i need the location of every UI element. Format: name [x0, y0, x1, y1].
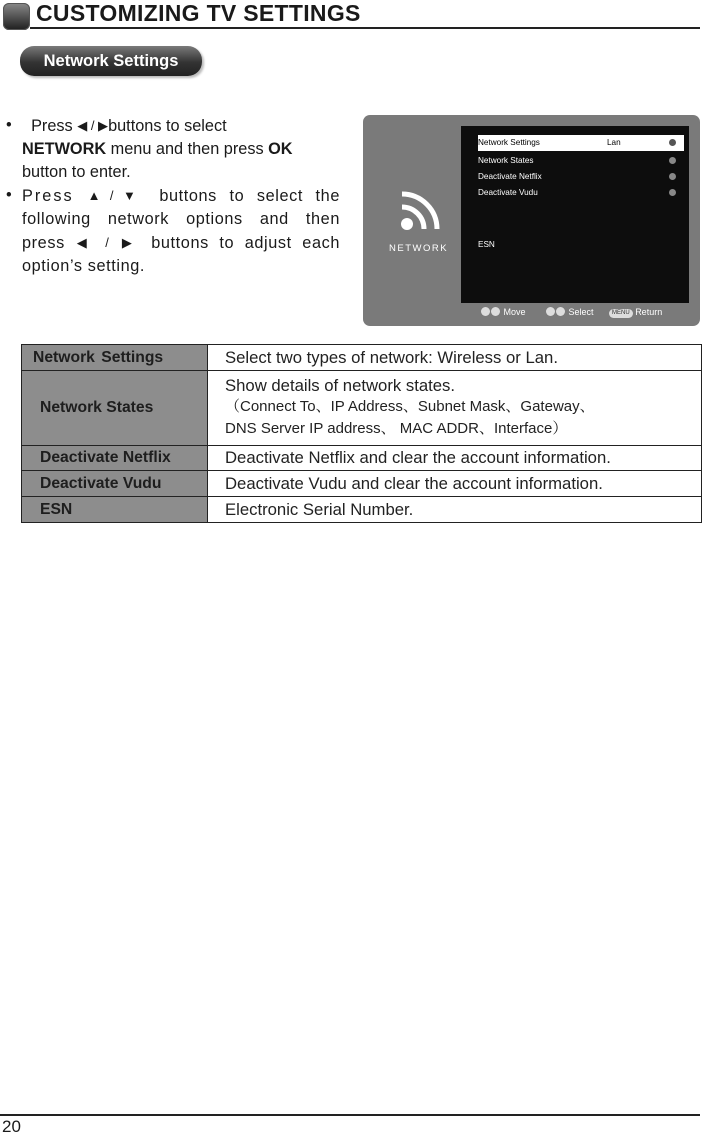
table-key: Deactivate Vudu [22, 471, 208, 497]
table-desc: Deactivate Netflix and clear the account information. [208, 446, 702, 471]
select-hint [546, 307, 594, 317]
arrow-icon [669, 157, 676, 164]
bullet-dot: • [6, 116, 12, 134]
instructions [8, 114, 340, 278]
menu-button-icon: MENU [609, 309, 633, 318]
instruction-text: Press [22, 187, 74, 205]
page-title: CUSTOMIZING TV SETTINGS [36, 0, 361, 26]
network-keyword: NETWORK [22, 140, 107, 158]
network-options-table [21, 344, 702, 523]
bullet-dot: • [6, 186, 14, 204]
arrow-icon [669, 173, 676, 180]
arrow-icon [669, 189, 676, 196]
menu-item-network-settings[interactable] [478, 135, 684, 151]
table-row [22, 345, 702, 371]
table-row [22, 471, 702, 497]
network-wifi-icon [398, 189, 442, 233]
left-right-arrows-icon: ◀ / ▶ [76, 235, 140, 250]
tv-menu-screenshot [363, 115, 700, 326]
table-row [22, 497, 702, 523]
table-key: Network Settings [22, 345, 208, 371]
up-button-icon [481, 307, 490, 316]
return-hint [609, 307, 662, 318]
menu-item-network-states[interactable] [478, 153, 684, 169]
table-desc-cell [208, 371, 702, 446]
table-row [22, 371, 702, 446]
page-number: 20 [2, 1117, 21, 1136]
instruction-text: button to enter. [22, 163, 131, 181]
instruction-2 [8, 184, 340, 278]
instruction-text: menu and then press [110, 140, 264, 158]
move-hint-label: Move [503, 307, 526, 317]
table-desc: Deactivate Vudu and clear the account information. [208, 471, 702, 497]
menu-item-label: Network Settings [478, 138, 540, 147]
menu-item-label: Network States [478, 156, 534, 165]
menu-item-label: Deactivate Vudu [478, 188, 538, 197]
instruction-1 [8, 114, 340, 184]
menu-item-label: ESN [478, 240, 495, 249]
table-desc-detail: （Connect To、IP Address、Subnet Mask、Gateway、 [225, 398, 595, 415]
table-desc: Select two types of network: Wireless or Lan. [208, 345, 702, 371]
select-hint-label: Select [568, 307, 594, 317]
left-button-icon [546, 307, 555, 316]
arrow-icon [669, 139, 676, 146]
ok-keyword: OK [268, 140, 293, 158]
instruction-text: Press [31, 117, 73, 135]
menu-item-value: Lan [607, 138, 621, 147]
table-desc: Show details of network states. [225, 376, 456, 395]
move-hint [481, 307, 526, 317]
instruction-text: buttons to select the following network options and then press [22, 187, 340, 252]
return-hint-label: Return [635, 307, 663, 317]
table-desc-detail: DNS Server IP address、 MAC ADDR、Interface） [225, 420, 568, 437]
up-down-arrows-icon: ▲/▼ [87, 188, 146, 203]
menu-item-label: Deactivate Netflix [478, 172, 542, 181]
menu-item-esn[interactable] [478, 237, 684, 253]
instruction-text: buttons to select [108, 117, 227, 135]
footer-divider [0, 1114, 700, 1116]
table-key: Deactivate Netflix [22, 446, 208, 471]
right-button-icon [556, 307, 565, 316]
menu-item-deactivate-netflix[interactable] [478, 169, 684, 185]
table-key: ESN [22, 497, 208, 523]
table-desc: Electronic Serial Number. [208, 497, 702, 523]
section-badge: Network Settings [20, 46, 202, 76]
header-icon [3, 3, 30, 30]
table-row [22, 446, 702, 471]
network-label: NETWORK [389, 243, 449, 254]
left-right-arrows-icon: ◀ / ▶ [77, 118, 109, 133]
instruction-text: buttons to adjust each option’s setting. [22, 234, 340, 275]
down-button-icon [491, 307, 500, 316]
network-menu-panel [461, 126, 689, 303]
header-divider [30, 27, 700, 29]
menu-item-deactivate-vudu[interactable] [478, 185, 684, 201]
table-key: Network States [22, 371, 208, 446]
